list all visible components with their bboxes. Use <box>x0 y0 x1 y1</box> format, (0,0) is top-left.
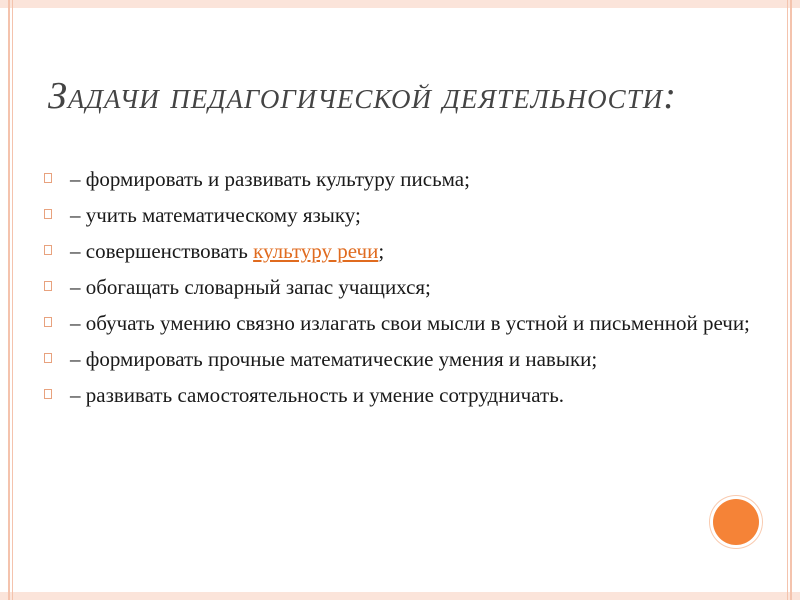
bullet-text: – формировать прочные математические умения и навыки; <box>70 347 598 371</box>
bullet-text: – развивать самостоятельность и умение сотрудничать. <box>70 383 565 407</box>
bullet-text: – обучать умению связно излагать свои мысли в устной и письменной речи; <box>70 311 750 335</box>
bullet-text: – учить математическому языку; <box>70 203 361 227</box>
slide-title: Задачи педагогической деятельности: <box>48 75 677 117</box>
bullet-icon <box>44 353 52 363</box>
bullet-text: – обогащать словарный запас учащихся; <box>70 275 431 299</box>
orange-circle-icon <box>713 499 759 545</box>
bullet-list <box>44 164 764 416</box>
bullet-text-prefix: – совершенствовать <box>70 239 254 263</box>
frame-left-border <box>8 0 10 600</box>
bullet-icon <box>44 209 52 219</box>
list-item <box>44 344 764 374</box>
bullet-icon <box>44 281 52 291</box>
speech-culture-link[interactable]: культуру речи <box>253 239 379 263</box>
frame-left-inner-border <box>12 0 13 600</box>
frame-right-border <box>790 0 792 600</box>
bullet-icon <box>44 389 52 399</box>
bullet-text: – формировать и развивать культуру письма; <box>70 167 470 191</box>
bullet-icon <box>44 173 52 183</box>
list-item <box>44 200 764 230</box>
list-item <box>44 308 764 338</box>
list-item <box>44 236 764 266</box>
frame-top-border <box>0 0 800 8</box>
bullet-icon <box>44 317 52 327</box>
list-item <box>44 380 764 410</box>
list-item <box>44 272 764 302</box>
bullet-icon <box>44 245 52 255</box>
list-item <box>44 164 764 194</box>
bullet-text-suffix: ; <box>378 239 385 263</box>
frame-bottom-border <box>0 592 800 600</box>
frame-right-inner-border <box>787 0 788 600</box>
